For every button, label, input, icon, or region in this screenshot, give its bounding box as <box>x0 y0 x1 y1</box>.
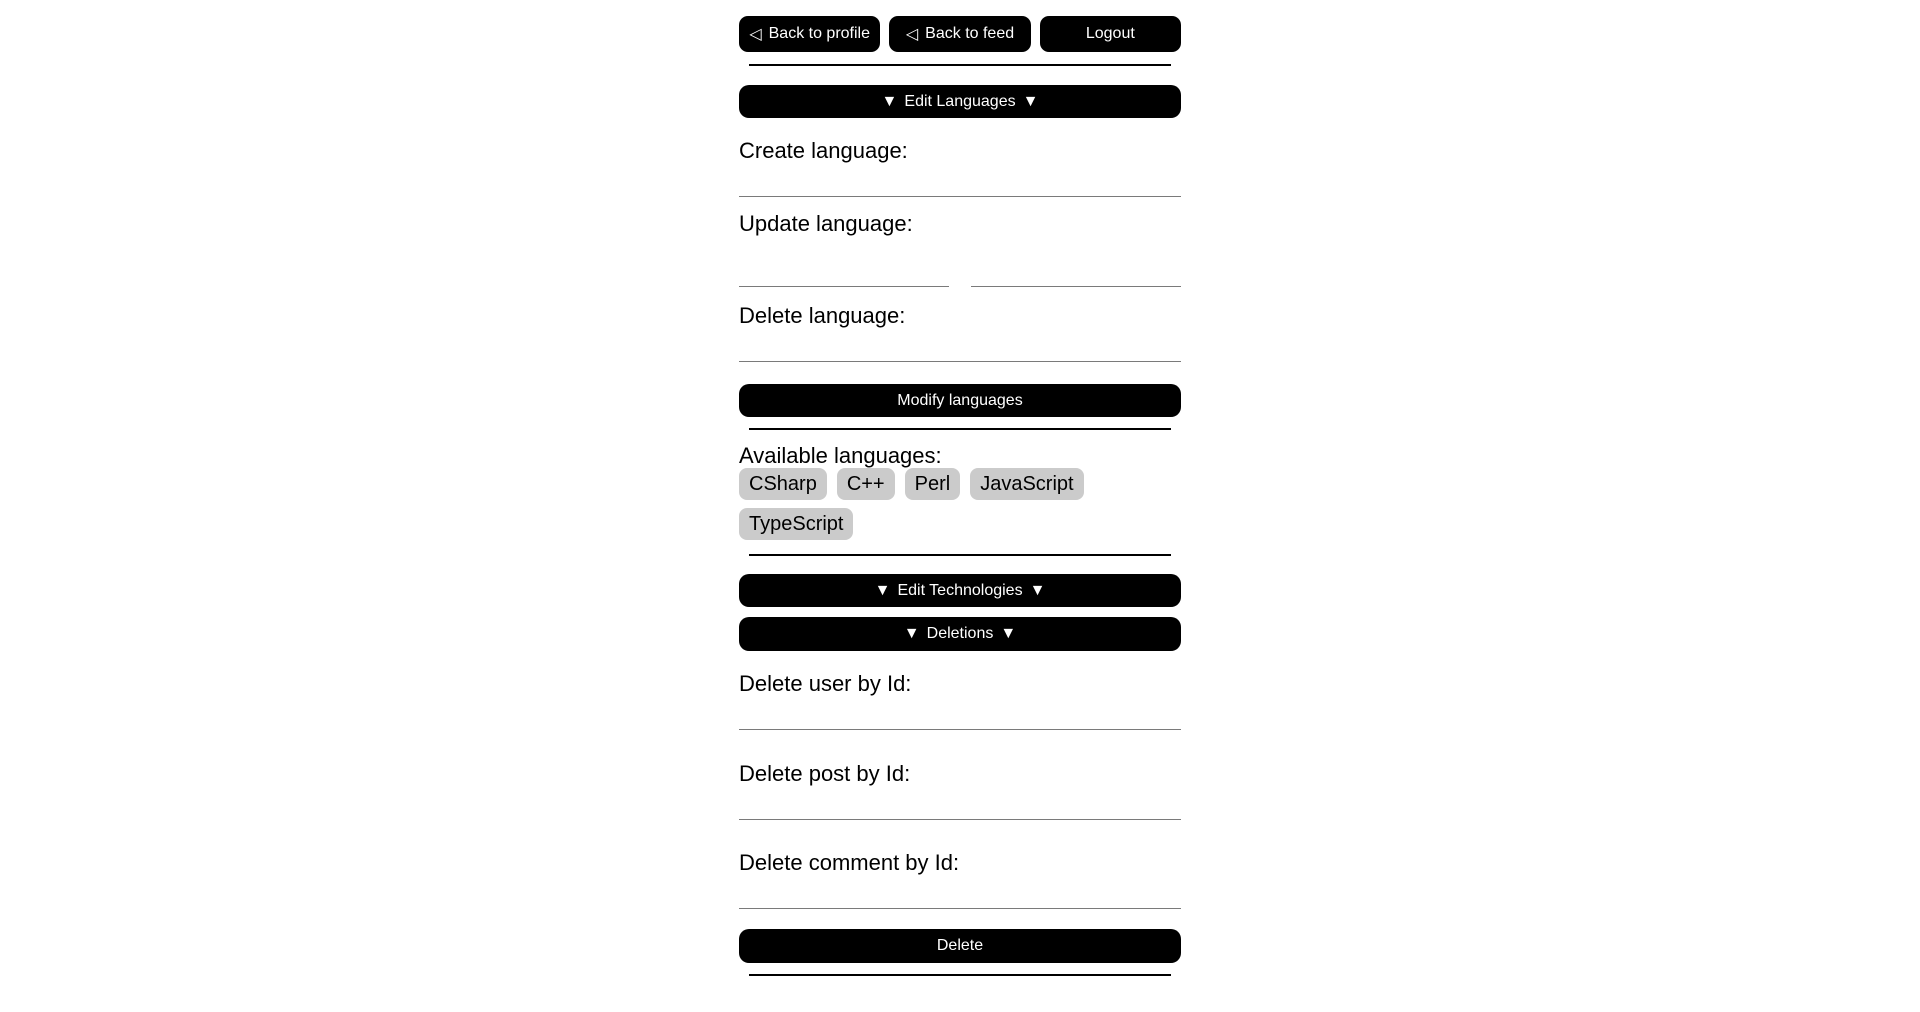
update-language-label: Update language: <box>739 211 913 236</box>
delete-comment-id-input[interactable] <box>739 877 1181 909</box>
delete-user-group <box>739 671 1181 730</box>
chevron-down-icon: ▼ <box>874 581 891 599</box>
admin-panel <box>739 0 1181 976</box>
language-chip: CSharp <box>739 468 827 500</box>
delete-language-group <box>739 303 1181 362</box>
deletions-toggle-label: Deletions <box>926 625 994 642</box>
delete-button-label: Delete <box>936 937 984 954</box>
chevron-down-icon: ▼ <box>1000 625 1017 642</box>
top-nav <box>739 16 1181 52</box>
chevron-down-icon: ▼ <box>1029 581 1046 599</box>
available-languages-label: Available languages: <box>739 443 942 468</box>
logout-button[interactable] <box>1040 16 1181 52</box>
create-language-label: Create language: <box>739 138 908 163</box>
delete-comment-group <box>739 850 1181 909</box>
update-language-inputs <box>739 255 1181 287</box>
update-language-new-input[interactable] <box>971 255 1181 287</box>
language-chip: JavaScript <box>970 468 1083 500</box>
edit-technologies-toggle-label: Edit Technologies <box>897 581 1023 599</box>
chevron-down-icon: ▼ <box>881 92 898 110</box>
language-chip: TypeScript <box>739 508 853 540</box>
chevron-down-icon: ▼ <box>1022 92 1039 110</box>
language-chip: C++ <box>837 468 895 500</box>
delete-language-input[interactable] <box>739 330 1181 362</box>
delete-post-label: Delete post by Id: <box>739 761 911 786</box>
available-languages-list <box>739 468 1181 540</box>
divider <box>749 554 1171 556</box>
edit-languages-toggle-label: Edit Languages <box>904 92 1016 110</box>
back-to-profile-button[interactable] <box>739 16 880 52</box>
available-languages-section <box>739 444 1181 540</box>
delete-button[interactable] <box>739 929 1181 963</box>
modify-languages-button[interactable] <box>739 384 1181 417</box>
edit-languages-toggle[interactable] <box>739 85 1181 118</box>
logout-label: Logout <box>1085 25 1135 42</box>
delete-user-id-input[interactable] <box>739 698 1181 730</box>
delete-post-id-input[interactable] <box>739 788 1181 820</box>
delete-post-group <box>739 761 1181 820</box>
deletions-toggle[interactable] <box>739 617 1181 651</box>
modify-languages-label: Modify languages <box>897 391 1023 409</box>
back-arrow-icon: ◁ <box>749 26 762 43</box>
create-language-group <box>739 138 1181 197</box>
edit-technologies-toggle[interactable] <box>739 574 1181 607</box>
back-to-profile-label: Back to profile <box>768 25 871 42</box>
create-language-input[interactable] <box>739 165 1181 197</box>
chevron-down-icon: ▼ <box>903 625 920 642</box>
divider <box>749 974 1171 976</box>
language-chip: Perl <box>905 468 961 500</box>
divider <box>749 428 1171 430</box>
update-language-old-input[interactable] <box>739 255 949 287</box>
update-language-group <box>739 211 1181 287</box>
delete-language-label: Delete language: <box>739 303 906 328</box>
back-to-feed-label: Back to feed <box>925 25 1015 42</box>
back-arrow-icon: ◁ <box>905 26 919 43</box>
back-to-feed-button[interactable] <box>889 16 1030 52</box>
delete-user-label: Delete user by Id: <box>739 671 912 696</box>
delete-comment-label: Delete comment by Id: <box>739 850 960 875</box>
divider <box>749 64 1171 66</box>
